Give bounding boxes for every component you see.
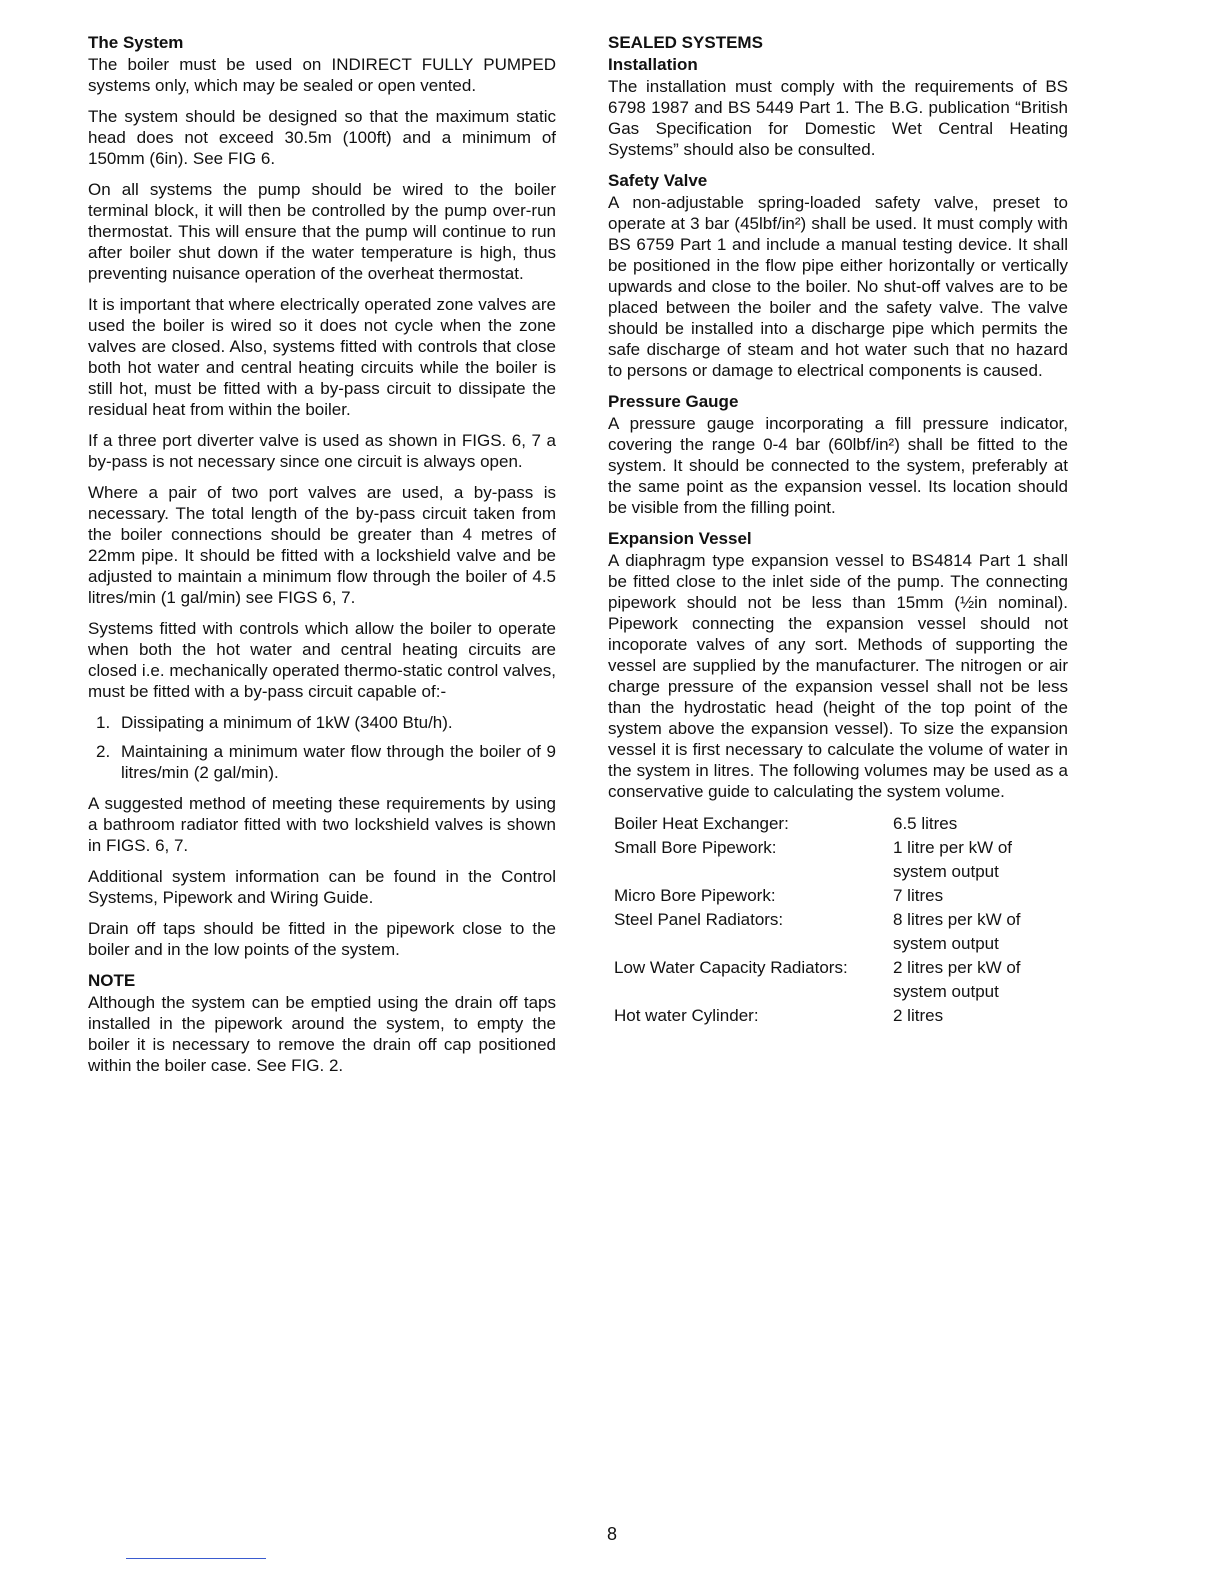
- paragraph: The installation must comply with the requirements of BS 6798 1987 and BS 5449 Part 1. The B.G. publication “British Gas Specification for Domestic Wet Central Heating Systems” should also be consulted.: [608, 77, 1068, 159]
- table-row: [614, 956, 1043, 1004]
- table-row: [614, 884, 1043, 908]
- paragraph: If a three port diverter valve is used as shown in FIGS. 6, 7 a by-pass is not necessary since one circuit is always open.: [88, 431, 556, 471]
- volume-item: Steel Panel Radiators:: [614, 910, 784, 929]
- list-item: [88, 712, 556, 733]
- table-row: [614, 836, 1043, 884]
- paragraph: A non-adjustable spring-loaded safety valve, preset to operate at 3 bar (45lbf/in²) shall be used. It must comply with BS 6759 Part 1 and include a manual testing device. It shall be positioned in the flow pipe either horizontally or vertically upwards and close to the boiler. No shut-off valves are to be placed between the boiler and the safety valve. The valve should be installed into a discharge pipe which permits the safe discharge of steam and hot water such that no hazard to persons or damage to electrical components is caused.: [608, 193, 1068, 380]
- volume-value: 8 litres per kW of system output: [893, 910, 1021, 953]
- volume-item: Boiler Heat Exchanger:: [614, 814, 789, 833]
- volume-item: Micro Bore Pipework:: [614, 886, 776, 905]
- volume-item: Low Water Capacity Radiators:: [614, 958, 848, 977]
- volume-value: 6.5 litres: [893, 814, 958, 833]
- volume-table: [614, 812, 1043, 1028]
- list-text: Dissipating a minimum of 1kW (3400 Btu/h).: [121, 713, 453, 732]
- volume-value: 1 litre per kW of system output: [893, 838, 1013, 881]
- paragraph: On all systems the pump should be wired to the boiler terminal block, it will then be controlled by the pump over-run thermostat. This will ensure that the pump will continue to run after boiler shut down if the water temperature is high, thus preventing nuisance operation of the overheat thermostat.: [88, 180, 556, 283]
- paragraph: A suggested method of meeting these requirements by using a bathroom radiator fitted with two lockshield valves is shown in FIGS. 6, 7.: [88, 794, 556, 855]
- paragraph: A pressure gauge incorporating a fill pressure indicator, covering the range 0-4 bar (60lbf/in²) shall be fitted to the system. It should be connected to the system, preferably at the same point as the expansion vessel. Its location should be visible from the filling point.: [608, 414, 1068, 517]
- volume-value: 2 litres: [893, 1006, 944, 1025]
- list-number: 2.: [96, 742, 111, 761]
- subheading-safety-valve: Safety Valve: [608, 171, 708, 190]
- volume-item: Hot water Cylinder:: [614, 1006, 759, 1025]
- subheading-expansion-vessel: Expansion Vessel: [608, 529, 752, 548]
- section-heading-sealed-systems: SEALED SYSTEMS: [608, 33, 763, 52]
- paragraph: It is important that where electrically operated zone valves are used the boiler is wired so it does not cycle when the zone valves are closed. Also, systems fitted with controls that close both hot water and central heating circuits while the boiler is still hot, must be fitted with a by-pass circuit to dissipate the residual heat from within the boiler.: [88, 295, 556, 419]
- list-text: Maintaining a minimum water flow through the boiler of 9 litres/min (2 gal/min).: [121, 742, 556, 782]
- note-text: Although the system can be emptied using the drain off taps installed in the pipework around the system, to empty the boiler it is necessary to remove the drain off cap positioned within the boiler case. See FIG. 2.: [88, 993, 556, 1075]
- paragraph: The boiler must be used on INDIRECT FULLY PUMPED systems only, which may be sealed or open vented.: [88, 55, 556, 95]
- subheading-pressure-gauge: Pressure Gauge: [608, 392, 739, 411]
- volume-value: 7 litres: [893, 886, 944, 905]
- list-item: [88, 741, 556, 783]
- left-column: [88, 32, 556, 1086]
- paragraph: Where a pair of two port valves are used, a by-pass is necessary. The total length of the by-pass circuit taken from the boiler connections should be greater than 4 metres of 22mm pipe. It should be fitted with a lockshield valve and be adjusted to maintain a minimum flow through the boiler of 4.5 litres/min (1 gal/min) see FIGS 6, 7.: [88, 483, 556, 607]
- paragraph: Drain off taps should be fitted in the pipework close to the boiler and in the low points of the system.: [88, 919, 556, 959]
- table-row: [614, 908, 1043, 956]
- paragraph: The system should be designed so that the maximum static head does not exceed 30.5m (100ft) and a minimum of 150mm (6in). See FIG 6.: [88, 107, 556, 168]
- volume-item: Small Bore Pipework:: [614, 838, 777, 857]
- table-row: [614, 1004, 1043, 1028]
- page-number: 8: [606, 1524, 617, 1544]
- divider-line: [126, 1558, 266, 1559]
- paragraph: A diaphragm type expansion vessel to BS4814 Part 1 shall be fitted close to the inlet side of the pump. The connecting pipework should not be less than 15mm (½in nominal). Pipework connecting the expansion vessel should not incoporate valves of any sort. Methods of supporting the vessel are supplied by the manufacturer. The nitrogen or air charge pressure of the expansion vessel shall not be less than the hydrostatic head (height of the top point of the system above the expansion vessel). To size the expansion vessel it is first necessary to calculate the volume of water in the system in litres. The following volumes may be used as a conservative guide to calculating the system volume.: [608, 551, 1068, 801]
- list-number: 1.: [96, 713, 111, 732]
- subheading-installation: Installation: [608, 55, 698, 74]
- requirements-list: [88, 712, 556, 783]
- volume-value: 2 litres per kW of system output: [893, 958, 1021, 1001]
- note-heading: NOTE: [88, 971, 136, 990]
- table-row: [614, 812, 1043, 836]
- paragraph: Additional system information can be found in the Control Systems, Pipework and Wiring Guide.: [88, 867, 556, 907]
- section-heading-the-system: The System: [88, 33, 184, 52]
- paragraph: Systems fitted with controls which allow the boiler to operate when both the hot water and central heating circuits are closed i.e. mechanically operated thermo-static control valves, must be fitted with a by-pass circuit capable of:-: [88, 619, 556, 701]
- right-column: [608, 32, 1068, 1028]
